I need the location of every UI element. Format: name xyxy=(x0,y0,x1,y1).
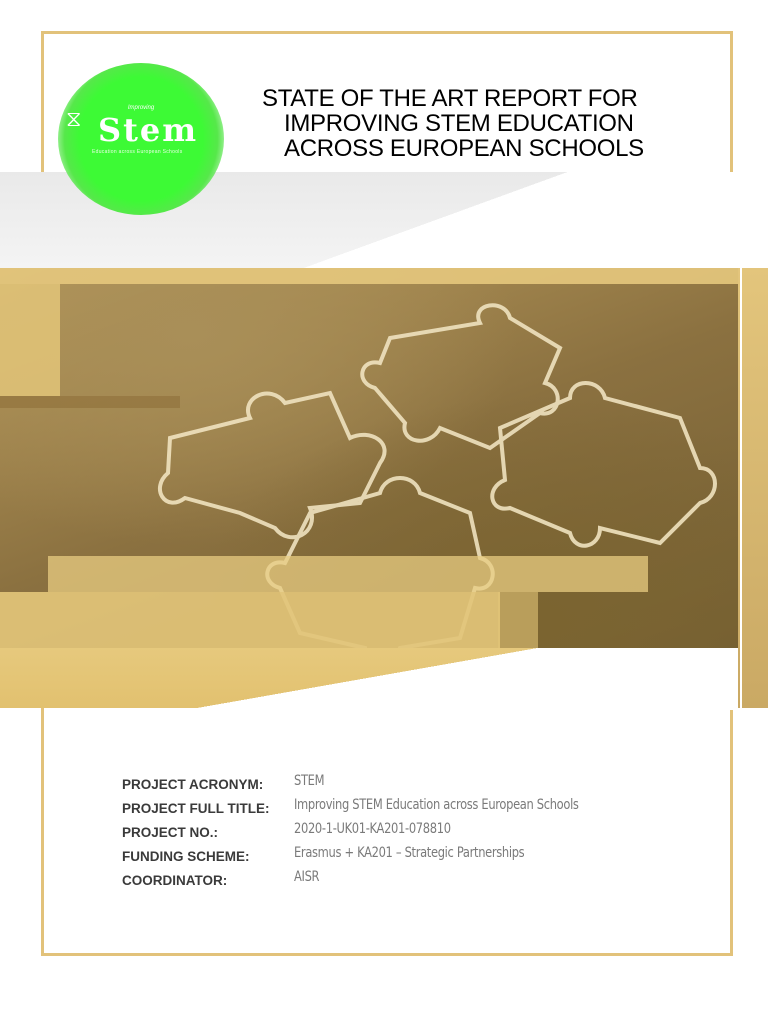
info-value: 2020-1-UK01-KA201-078810 xyxy=(294,821,451,837)
info-value: STEM xyxy=(294,773,325,789)
info-row-coordinator xyxy=(122,869,682,893)
info-row-full-title xyxy=(122,797,682,821)
gold-stripe-lower xyxy=(0,592,500,648)
info-row-acronym xyxy=(122,773,682,797)
dna-icon: ⧖ xyxy=(66,107,82,132)
puzzle-piece-left xyxy=(160,393,385,537)
title-line-3: ACROSS EUROPEAN SCHOOLS xyxy=(284,135,644,162)
stem-logo xyxy=(58,63,224,215)
info-value: Erasmus + KA201 – Strategic Partnerships xyxy=(294,845,525,861)
report-title xyxy=(262,86,732,161)
title-line-2: IMPROVING STEM EDUCATION xyxy=(284,110,634,137)
info-label: PROJECT NO.: xyxy=(122,825,219,840)
info-value: Improving STEM Education across European Schools xyxy=(294,797,579,813)
edge-divider xyxy=(740,268,742,708)
white-diagonal-cut xyxy=(0,648,768,710)
gold-stripe-middle xyxy=(48,556,648,592)
shadow-stripe xyxy=(0,396,180,408)
gold-stripe-top xyxy=(0,268,740,284)
gold-stripe-left xyxy=(0,284,60,396)
title-line-1: STATE OF THE ART REPORT FOR xyxy=(262,85,638,112)
logo-tagline: Education across European Schools xyxy=(92,149,183,155)
gold-edge-bar xyxy=(738,268,768,708)
info-label: PROJECT ACRONYM: xyxy=(122,777,264,792)
info-value: AISR xyxy=(294,869,320,885)
info-row-funding-scheme xyxy=(122,845,682,869)
puzzle-piece-top xyxy=(362,305,560,448)
info-label: FUNDING SCHEME: xyxy=(122,849,250,864)
logo-wordmark: Stem xyxy=(98,111,199,149)
gold-stripe-lower-end xyxy=(498,592,538,648)
info-row-project-no xyxy=(122,821,682,845)
logo-small-text: Improving xyxy=(127,105,155,111)
project-info-table xyxy=(122,773,682,893)
info-label: PROJECT FULL TITLE: xyxy=(122,801,270,816)
info-label: COORDINATOR: xyxy=(122,873,228,888)
puzzle-piece-right xyxy=(492,383,715,546)
